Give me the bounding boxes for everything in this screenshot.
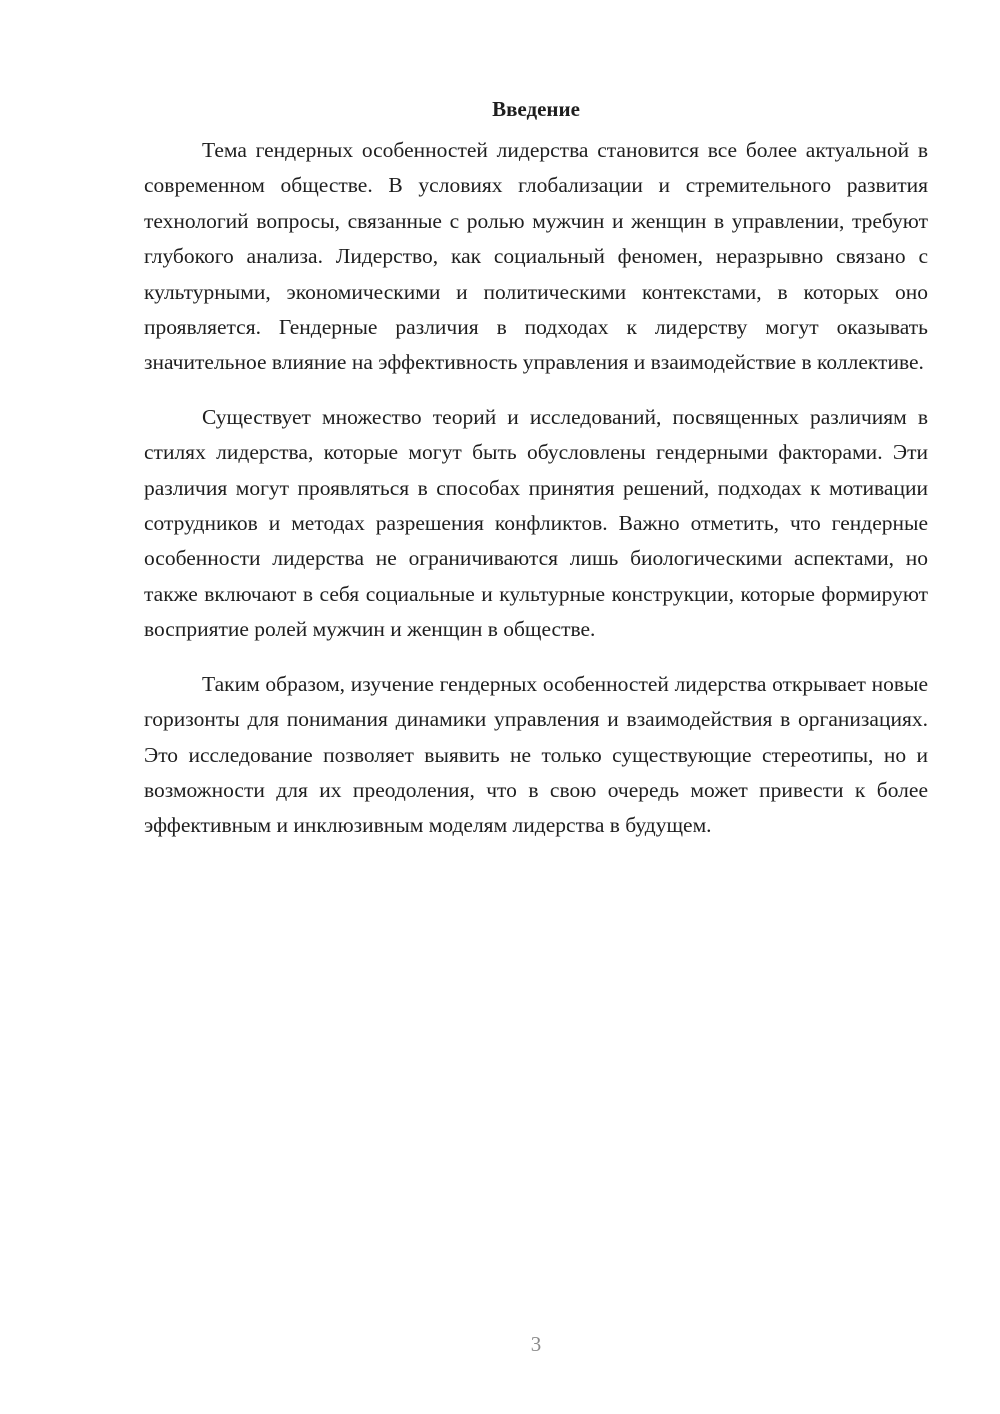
page-body: [144, 92, 928, 863]
paragraph-2: Существует множество теорий и исследований, посвященных различиям в стилях лидерства, которые могут быть обусловлены гендерными факторами. Эти различия могут проявляться в способах принятия решений, подходах к мотивации сотрудников и методах разрешения конфликтов. Важно отметить, что гендерные особенности лидерства не ограничиваются лишь биологическими аспектами, но также включают в себя социальные и культурные конструкции, которые формируют восприятие ролей мужчин и женщин в обществе.: [144, 404, 928, 642]
paragraph-3: Таким образом, изучение гендерных особенностей лидерства открывает новые горизонты для понимания динамики управления и взаимодействия в организациях. Это исследование позволяет выявить не только существующие стереотипы, но и возможности для их преодоления, что в свою очередь может привести к более эффективным и инклюзивным моделям лидерства в будущем.: [144, 671, 928, 838]
paragraph-1: Тема гендерных особенностей лидерства становится все более актуальной в современном обществе. В условиях глобализации и стремительного развития технологий вопросы, связанные с ролью мужчин и женщин в управлении, требуют глубокого анализа. Лидерство, как социальный феномен, неразрывно связано с культурными, экономическими и политическими контекстами, в которых оно проявляется. Гендерные различия в подходах к лидерству могут оказывать значительное влияние на эффективность управления и взаимодействие в коллективе.: [144, 138, 928, 375]
section-heading: Введение: [492, 97, 580, 121]
page-number: 3: [530, 1332, 542, 1356]
